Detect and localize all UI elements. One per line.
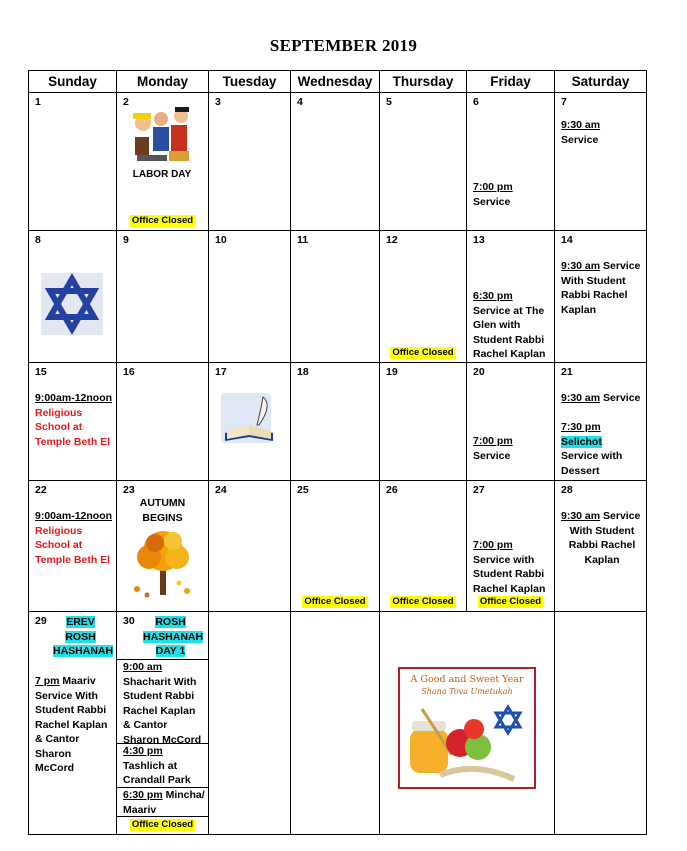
- header-tuesday: Tuesday: [209, 71, 291, 93]
- day-cell: [117, 231, 209, 363]
- card-subtitle: Shana Tova Umetukah: [421, 687, 513, 696]
- autumn-label: AUTUMN BEGINS: [139, 497, 186, 524]
- day-number: 24: [215, 484, 227, 496]
- calendar-grid: [28, 70, 647, 835]
- star-of-david-icon: [41, 273, 103, 335]
- day-cell: [29, 231, 117, 363]
- day-cell: [467, 481, 555, 612]
- day-cell: [555, 612, 647, 835]
- day-cell: [467, 363, 555, 481]
- office-closed-badge: Office Closed: [131, 819, 194, 830]
- event: 6:30 pm Mincha/ Maariv: [123, 789, 205, 816]
- day-cell: [29, 363, 117, 481]
- day-number: 4: [297, 96, 303, 108]
- card-title: A Good and Sweet Year: [410, 674, 524, 685]
- office-closed-badge: Office Closed: [392, 347, 454, 358]
- event: 7:00 pm Service: [473, 181, 513, 208]
- event: 7 pm Maariv Service With Student Rabbi Rachel Kaplan & Cantor Sharon McCord: [35, 675, 108, 774]
- day-number: 12: [386, 234, 398, 246]
- header-thursday: Thursday: [380, 71, 467, 93]
- day-number: 22: [35, 484, 47, 496]
- day-number: 19: [386, 366, 398, 378]
- event: 9:30 am Service: [561, 392, 641, 404]
- header-monday: Monday: [117, 71, 209, 93]
- event: 7:00 pm Service: [473, 435, 513, 462]
- day-cell: [209, 363, 291, 481]
- day-cell: [555, 481, 647, 612]
- day-cell: [209, 481, 291, 612]
- day-cell: [291, 481, 380, 612]
- day-number: 6: [473, 96, 479, 108]
- day-cell: [291, 363, 380, 481]
- day-cell: [380, 231, 467, 363]
- day-cell: [291, 612, 380, 835]
- day-number: 11: [297, 234, 309, 246]
- day-number: 30: [123, 615, 135, 627]
- day-number: 17: [215, 366, 227, 378]
- day-number: 26: [386, 484, 398, 496]
- day-cell: [467, 231, 555, 363]
- labor-day-label: LABOR DAY: [132, 169, 192, 180]
- day-number: 16: [123, 366, 135, 378]
- day-cell: [380, 612, 555, 835]
- event: 9:30 am Service With Student Rabbi Rachel Kaplan: [561, 510, 641, 566]
- day-number: 10: [215, 234, 227, 246]
- day-cell: [117, 363, 209, 481]
- honey-apples-icon: [404, 703, 528, 783]
- day-number: 7: [561, 96, 567, 108]
- day-cell: [29, 481, 117, 612]
- day-cell: [117, 481, 209, 612]
- day-number: 21: [561, 366, 573, 378]
- day-number: 8: [35, 234, 41, 246]
- day-cell: [29, 93, 117, 231]
- header-sunday: Sunday: [29, 71, 117, 93]
- day-number: 5: [386, 96, 392, 108]
- header-friday: Friday: [467, 71, 555, 93]
- day-cell: [380, 363, 467, 481]
- event: 9:30 am Service With Student Rabbi Rachel Kaplan: [561, 260, 641, 316]
- day-cell: [380, 93, 467, 231]
- day-cell: [291, 93, 380, 231]
- event: 4:30 pm Tashlich at Crandall Park: [123, 745, 191, 786]
- office-closed-badge: Office Closed: [479, 596, 542, 607]
- day-number: 2: [123, 96, 129, 108]
- day-number: 18: [297, 366, 309, 378]
- office-closed-badge: Office Closed: [304, 596, 366, 607]
- day-cell: [117, 612, 209, 835]
- office-closed-badge: Office Closed: [392, 596, 454, 607]
- header-wednesday: Wednesday: [291, 71, 380, 93]
- labor-workers-icon: [129, 107, 197, 165]
- open-book-quill-icon: [219, 391, 279, 449]
- day-number: 27: [473, 484, 485, 496]
- day-cell: [209, 231, 291, 363]
- day-number: 28: [561, 484, 573, 496]
- autumn-tree-icon: [127, 525, 199, 599]
- day-number: 13: [473, 234, 485, 246]
- day-number: 1: [35, 96, 41, 108]
- day-cell: [380, 481, 467, 612]
- event: 9:00am-12noon Religious School at Temple Beth El: [35, 392, 113, 448]
- day-number: 9: [123, 234, 129, 246]
- day-number: 25: [297, 484, 309, 496]
- day-number: 20: [473, 366, 485, 378]
- page-title: SEPTEMBER 2019: [269, 36, 418, 55]
- day-cell: [555, 93, 647, 231]
- greeting-card: [398, 667, 536, 789]
- event: 9:30 am Service: [561, 119, 601, 146]
- event: 9:00am-12noon Religious School at Temple Beth El: [35, 510, 113, 566]
- holiday-label: EREV ROSH HASHANAH: [53, 616, 114, 657]
- day-cell: [29, 612, 117, 835]
- day-number: 29: [35, 615, 47, 627]
- day-cell: [555, 231, 647, 363]
- event: 7:30 pm Selichot Service with Dessert: [561, 421, 623, 477]
- day-number: 3: [215, 96, 221, 108]
- event: 7:00 pm Service with Student Rabbi Rachel Kaplan: [473, 539, 546, 595]
- day-cell: [467, 93, 555, 231]
- day-cell: [291, 231, 380, 363]
- header-saturday: Saturday: [555, 71, 647, 93]
- office-closed-badge: Office Closed: [131, 215, 194, 226]
- event: 9:00 am Shacharit With Student Rabbi Rachel Kaplan & Cantor Sharon McCord: [123, 661, 202, 746]
- day-cell: [209, 93, 291, 231]
- day-number: 23: [123, 484, 135, 496]
- day-cell: [209, 612, 291, 835]
- day-number: 14: [561, 234, 573, 246]
- day-cell: [117, 93, 209, 231]
- day-number: 15: [35, 366, 47, 378]
- holiday-label: ROSH HASHANAH DAY 1: [143, 616, 204, 657]
- event: 6:30 pm Service at The Glen with Student Rabbi Rachel Kaplan: [473, 290, 546, 360]
- day-cell: [555, 363, 647, 481]
